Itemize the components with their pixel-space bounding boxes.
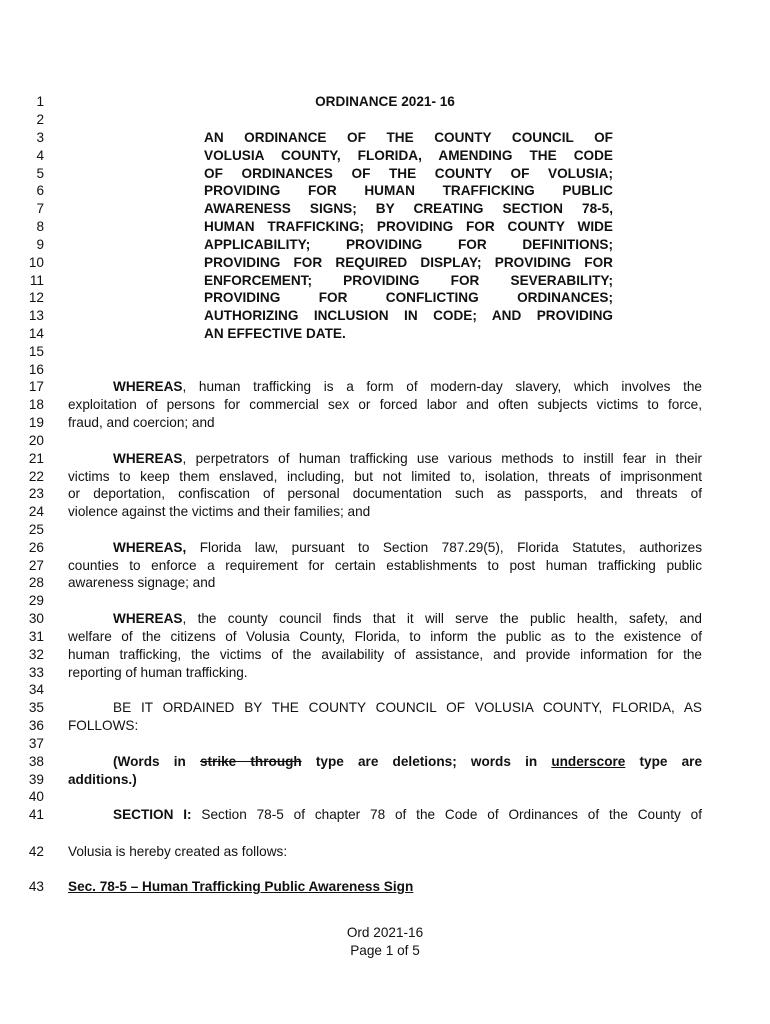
paragraph-line: exploitation of persons for commercial sex or forced labor and often subjects victims to force, [68, 397, 702, 412]
underscore-sample: underscore [551, 754, 626, 769]
line-number: 1 [36, 94, 44, 109]
line-number: 39 [28, 772, 44, 787]
paragraph-line: reporting of human trafficking. [68, 665, 248, 680]
line-number: 12 [28, 290, 44, 305]
caption-line: AWARENESS SIGNS; BY CREATING SECTION 78-5, [204, 201, 613, 216]
paragraph-line: WHEREAS, the county council finds that it will serve the public health, safety, and [113, 611, 702, 626]
line-number: 28 [28, 575, 44, 590]
section-heading: Sec. 78-5 – Human Trafficking Public Awareness Sign [68, 879, 414, 894]
line-number: 5 [36, 166, 44, 181]
paragraph-line: counties to enforce a requirement for certain establishments to post human trafficking public [68, 558, 702, 573]
line-number: 8 [36, 219, 44, 234]
line-number: 16 [28, 362, 44, 377]
paragraph-line: WHEREAS, Florida law, pursuant to Section 787.29(5), Florida Statutes, authorizes [113, 540, 702, 555]
line-number: 20 [28, 433, 44, 448]
footer-page-number: Page 1 of 5 [350, 943, 420, 958]
line-number: 32 [28, 647, 44, 662]
paragraph-line: or deportation, confiscation of personal documentation such as passports, and threats of [68, 486, 702, 501]
line-number: 25 [28, 522, 44, 537]
paragraph-line: additions.) [68, 772, 137, 787]
line-number: 31 [28, 629, 44, 644]
caption-line: OF ORDINANCES OF THE COUNTY OF VOLUSIA; [204, 166, 613, 181]
paragraph-line: BE IT ORDAINED BY THE COUNTY COUNCIL OF VOLUSIA COUNTY, FLORIDA, AS [113, 700, 702, 715]
caption-line: PROVIDING FOR HUMAN TRAFFICKING PUBLIC [204, 183, 613, 198]
line-number: 15 [28, 344, 44, 359]
line-number: 26 [28, 540, 44, 555]
paragraph-line: WHEREAS, human trafficking is a form of modern-day slavery, which involves the [113, 379, 702, 394]
paragraph-line: WHEREAS, perpetrators of human trafficking use various methods to instill fear in their [113, 451, 702, 466]
paragraph-line: fraud, and coercion; and [68, 415, 215, 430]
line-number: 11 [29, 273, 44, 288]
line-number: 4 [36, 148, 44, 163]
paragraph-line: SECTION I: Section 78-5 of chapter 78 of the Code of Ordinances of the County of [113, 807, 702, 822]
line-number: 29 [28, 593, 44, 608]
line-number: 36 [28, 718, 44, 733]
strike-through-sample: strike through [199, 754, 302, 769]
whereas-label: WHEREAS [113, 379, 183, 394]
whereas-label: WHEREAS [113, 611, 183, 626]
caption-line: AUTHORIZING INCLUSION IN CODE; AND PROVIDING [204, 308, 613, 323]
line-number: 40 [28, 789, 44, 804]
line-number: 38 [28, 754, 44, 769]
whereas-label: WHEREAS [113, 451, 183, 466]
line-number: 9 [36, 237, 44, 252]
paragraph-line: violence against the victims and their families; and [68, 504, 371, 519]
line-number: 22 [28, 469, 44, 484]
caption-line: APPLICABILITY; PROVIDING FOR DEFINITIONS; [204, 237, 613, 252]
paragraph-line: FOLLOWS: [68, 718, 139, 733]
caption-line: AN ORDINANCE OF THE COUNTY COUNCIL OF [204, 130, 613, 145]
line-number: 43 [28, 879, 44, 894]
line-number: 18 [28, 397, 44, 412]
paragraph-line: human trafficking, the victims of the availability of assistance, and provide information for the [68, 647, 702, 662]
line-number: 6 [36, 183, 44, 198]
line-number: 7 [36, 201, 44, 216]
footer-ordinance-number: Ord 2021-16 [346, 925, 424, 940]
paragraph-line: victims to keep them enslaved, including, but not limited to, isolation, threats of imprisonment [68, 469, 702, 484]
section-label: SECTION I: [113, 807, 192, 822]
line-number: 17 [28, 379, 44, 394]
ordinance-title: ORDINANCE 2021- 16 [315, 94, 455, 109]
line-number: 34 [28, 682, 44, 697]
line-number: 19 [28, 415, 44, 430]
line-number: 30 [28, 611, 44, 626]
line-number: 23 [28, 486, 44, 501]
line-number: 10 [28, 255, 44, 270]
line-number: 21 [28, 451, 44, 466]
caption-line: HUMAN TRAFFICKING; PROVIDING FOR COUNTY WIDE [204, 219, 613, 234]
paragraph-line: Volusia is hereby created as follows: [68, 844, 288, 859]
line-number: 2 [36, 112, 44, 127]
line-number: 42 [28, 844, 44, 859]
paragraph-line: welfare of the citizens of Volusia County, Florida, to inform the public as to the existence of [68, 629, 702, 644]
line-number: 13 [28, 308, 44, 323]
line-number: 3 [36, 130, 44, 145]
line-number: 27 [28, 558, 44, 573]
paragraph-line: awareness signage; and [68, 575, 216, 590]
paragraph-line: (Words in strike through type are deletions; words in underscore type are [113, 754, 703, 769]
caption-line: PROVIDING FOR REQUIRED DISPLAY; PROVIDING FOR [204, 255, 613, 270]
line-number: 37 [28, 736, 44, 751]
caption-line: AN EFFECTIVE DATE. [204, 326, 346, 341]
caption-line: ENFORCEMENT; PROVIDING FOR SEVERABILITY; [204, 273, 613, 288]
line-number: 35 [28, 700, 44, 715]
caption-line: VOLUSIA COUNTY, FLORIDA, AMENDING THE CODE [204, 148, 613, 163]
line-number: 24 [28, 504, 44, 519]
whereas-label: WHEREAS, [113, 540, 187, 555]
line-number: 14 [28, 326, 44, 341]
line-number: 33 [28, 665, 44, 680]
line-number: 41 [28, 807, 44, 822]
caption-line: PROVIDING FOR CONFLICTING ORDINANCES; [204, 290, 613, 305]
